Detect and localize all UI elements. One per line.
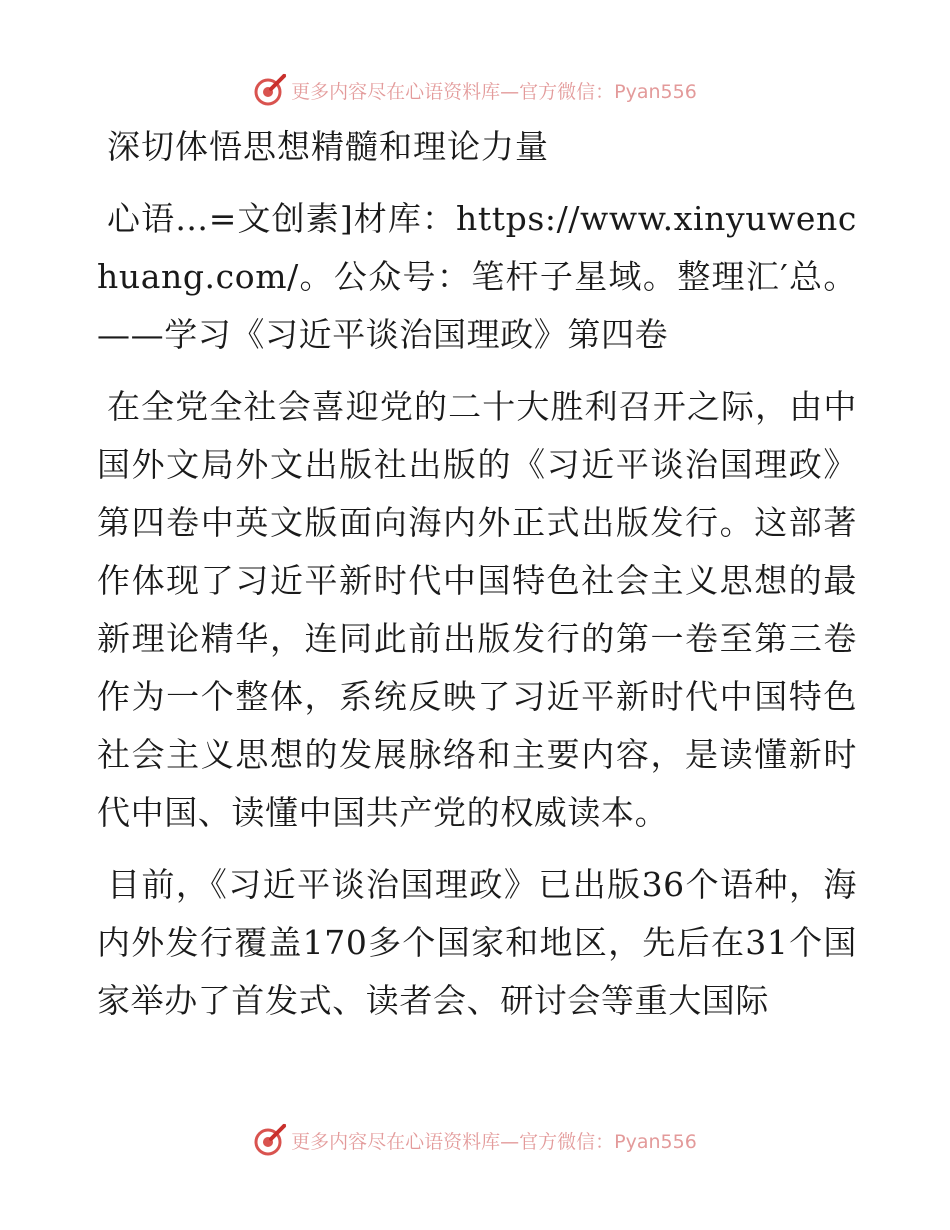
body-paragraph: 目前，《习近平谈治国理政》已出版36个语种，海内外发行覆盖170多个国家和地区，先后在31个国家举办了首发式、读者会、研讨会等重大国际 (97, 865, 857, 1020)
watermark-text: 更多内容尽在心语资料库—官方微信：Pyan556 (291, 80, 697, 103)
brush-logo-icon (253, 1123, 287, 1157)
body-paragraph: 在全党全社会喜迎党的二十大胜利召开之际，由中国外文局外文出版社出版的《习近平谈治国理政》第四卷中英文版面向海内外正式出版发行。这部著作体现了习近平新时代中国特色社会主义思想的最新理论精华，连同此前出版发行的第一卷至第三卷作为一个整体，系统反映了习近平新时代中国特色社会主义思想的发展脉络和主要内容，是读懂新时代中国、读懂中国共产党的权威读本。 (97, 387, 857, 832)
document-body (97, 118, 857, 1044)
header-watermark (0, 70, 950, 110)
footer-watermark (0, 1120, 950, 1160)
document-title: 深切体悟思想精髓和理论力量 (107, 127, 549, 166)
watermark-text: 更多内容尽在心语资料库—官方微信：Pyan556 (291, 1130, 697, 1153)
brush-logo-icon (253, 73, 287, 107)
source-paragraph: 心语…=文创素]材库：https://www.xinyuwenchuang.com/。公众号：笔杆子星域。整理汇′总。——学习《习近平谈治国理政》第四卷 (97, 199, 857, 354)
